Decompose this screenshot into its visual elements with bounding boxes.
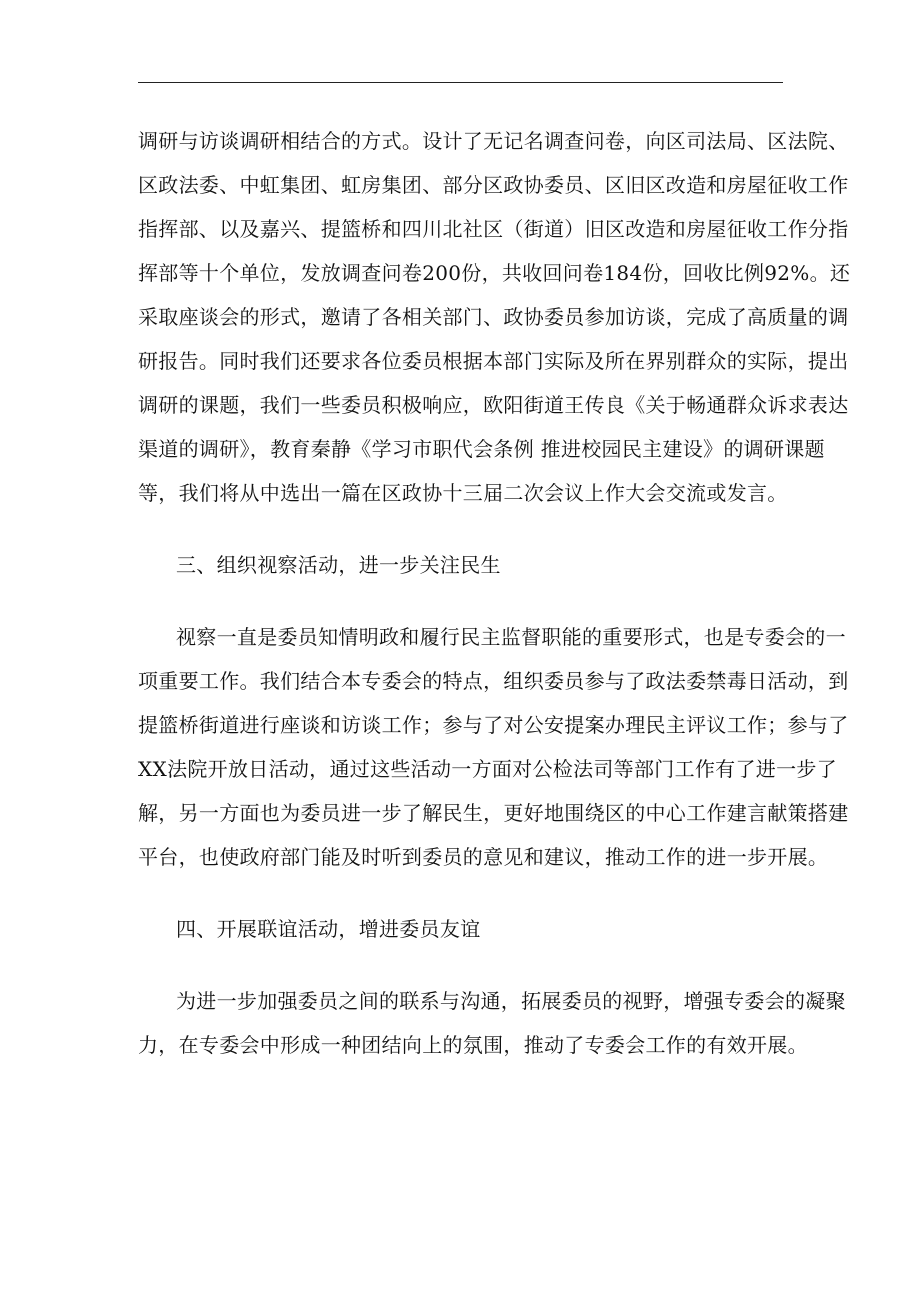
text-line: 项重要工作。我们结合本专委会的特点，组织委员参与了政法委禁毒日活动，到	[138, 669, 849, 693]
text-line: 渠道的调研》，教育秦静《学习市职代会条例 推进校园民主建设》的调研课题	[138, 437, 825, 461]
heading-text: 三、组织视察活动，进一步关注民生	[176, 553, 501, 577]
text-line: 等，我们将从中选出一篇在区政协十三届二次会议上作大会交流或发言。	[138, 481, 788, 505]
paragraph-gap	[138, 951, 798, 979]
paragraph-gap	[138, 515, 798, 543]
text-line: 为进一步加强委员之间的联系与沟通，拓展委员的视野，增强专委会的凝聚	[176, 989, 846, 1013]
text-line: 解，另一方面也为委员进一步了解民生，更好地围绕区的中心工作建言献策搭建	[138, 801, 849, 825]
text-line: 力，在专委会中形成一种团结向上的氛围，推动了专委会工作的有效开展。	[138, 1033, 808, 1057]
document-body	[138, 119, 851, 1067]
text-line: 研报告。同时我们还要求各位委员根据本部门实际及所在界别群众的实际，提出	[138, 349, 849, 373]
header-rule	[138, 82, 783, 83]
text-line: 调研的课题，我们一些委员积极响应，欧阳街道王传良《关于畅通群众诉求表达	[138, 393, 849, 417]
heading-text: 四、开展联谊活动，增进委员友谊	[176, 917, 481, 941]
paragraph-gap	[138, 587, 798, 615]
text-line: 平台，也使政府部门能及时听到委员的意见和建议，推动工作的进一步开展。	[138, 845, 829, 869]
paragraph-gap	[138, 879, 798, 907]
paragraph-inspection	[138, 615, 849, 879]
text-line: XX法院开放日活动，通过这些活动一方面对公检法司等部门工作有了进一步了	[138, 757, 837, 781]
text-line: 挥部等十个单位，发放调查问卷200份，共收回问卷184份，回收比例92%。还	[138, 261, 851, 285]
text-line: 采取座谈会的形式，邀请了各相关部门、政协委员参加访谈，完成了高质量的调	[138, 305, 849, 329]
text-line: 指挥部、以及嘉兴、提篮桥和四川北社区（街道）旧区改造和房屋征收工作分指	[138, 217, 849, 241]
section-heading-4	[138, 907, 798, 951]
text-line: 视察一直是委员知情明政和履行民主监督职能的重要形式，也是专委会的一	[176, 625, 846, 649]
text-line: 提篮桥街道进行座谈和访谈工作；参与了对公安提案办理民主评议工作；参与了	[138, 713, 849, 737]
paragraph-fellowship	[138, 979, 846, 1067]
section-heading-3	[138, 543, 798, 587]
text-line: 区政法委、中虹集团、虹房集团、部分区政协委员、区旧区改造和房屋征收工作	[138, 173, 849, 197]
paragraph-survey	[138, 119, 851, 515]
text-line: 调研与访谈调研相结合的方式。设计了无记名调查问卷，向区司法局、区法院、	[138, 129, 849, 153]
